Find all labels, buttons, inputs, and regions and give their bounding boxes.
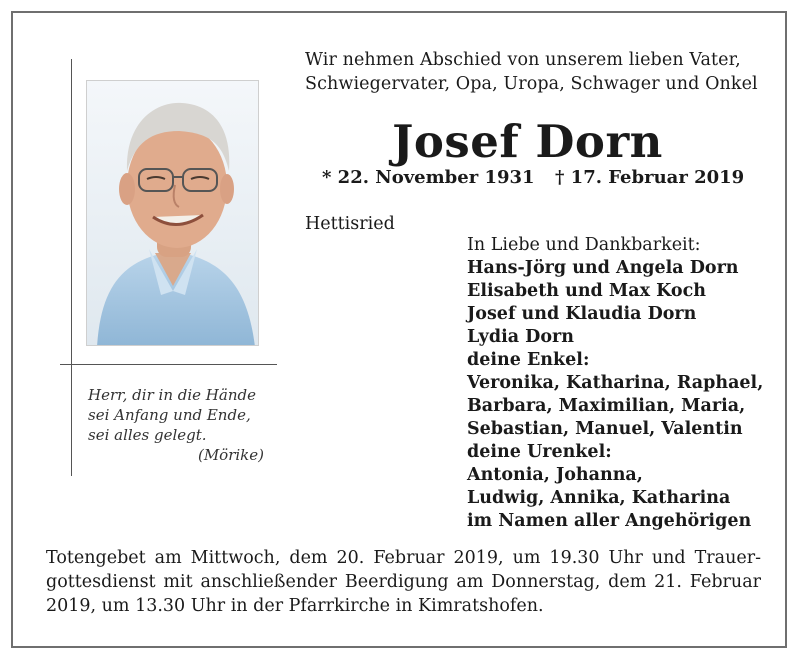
quote-line: sei Anfang und Ende, — [88, 406, 251, 424]
quote-line: sei alles gelegt. — [88, 426, 207, 444]
mourner-line: Ludwig, Annika, Katharina — [467, 488, 731, 508]
cross-horizontal-line — [60, 364, 277, 365]
quote-line: Herr, dir in die Hände — [88, 386, 256, 404]
mourner-line: deine Urenkel: — [467, 442, 612, 462]
mourner-line: Hans-Jörg und Angela Dorn — [467, 258, 739, 278]
deceased-name: Josef Dorn — [392, 115, 663, 168]
portrait-photo — [86, 80, 259, 346]
service-line: 2019, um 13.30 Uhr in der Pfarrkirche in Kimratshofen. — [46, 596, 544, 616]
service-line: gottesdienst mit anschließender Beerdigung am Donnerstag, dem 21. Februar — [46, 572, 761, 592]
mourner-line: deine Enkel: — [467, 350, 590, 370]
service-info — [46, 546, 761, 618]
mourner-line: Antonia, Johanna, — [467, 465, 643, 485]
intro-text — [305, 48, 765, 96]
intro-line: Schwiegervater, Opa, Uropa, Schwager und Onkel — [305, 74, 758, 94]
mourners-lead: In Liebe und Dankbarkeit: — [467, 235, 701, 255]
intro-line: Wir nehmen Abschied von unserem lieben Vater, — [305, 50, 741, 70]
quote-attribution: (Mörike) — [197, 446, 264, 464]
mourner-line: Elisabeth und Max Koch — [467, 281, 706, 301]
portrait-illustration — [87, 81, 259, 346]
quote — [88, 385, 264, 465]
hometown: Hettisried — [305, 214, 395, 234]
service-line: Totengebet am Mittwoch, dem 20. Februar 2019, um 19.30 Uhr und Trauer- — [46, 548, 761, 568]
mourner-line: Barbara, Maximilian, Maria, — [467, 396, 746, 416]
mourner-line: im Namen aller Angehörigen — [467, 511, 752, 531]
mourner-line: Sebastian, Manuel, Valentin — [467, 419, 743, 439]
mourner-line: Lydia Dorn — [467, 327, 574, 347]
mourner-line: Josef und Klaudia Dorn — [467, 304, 697, 324]
death-date: † 17. Februar 2019 — [555, 167, 745, 188]
cross-vertical-line — [71, 59, 72, 476]
mourners-list — [467, 234, 763, 533]
birth-date: * 22. November 1931 — [322, 167, 535, 188]
mourner-line: Veronika, Katharina, Raphael, — [467, 373, 764, 393]
